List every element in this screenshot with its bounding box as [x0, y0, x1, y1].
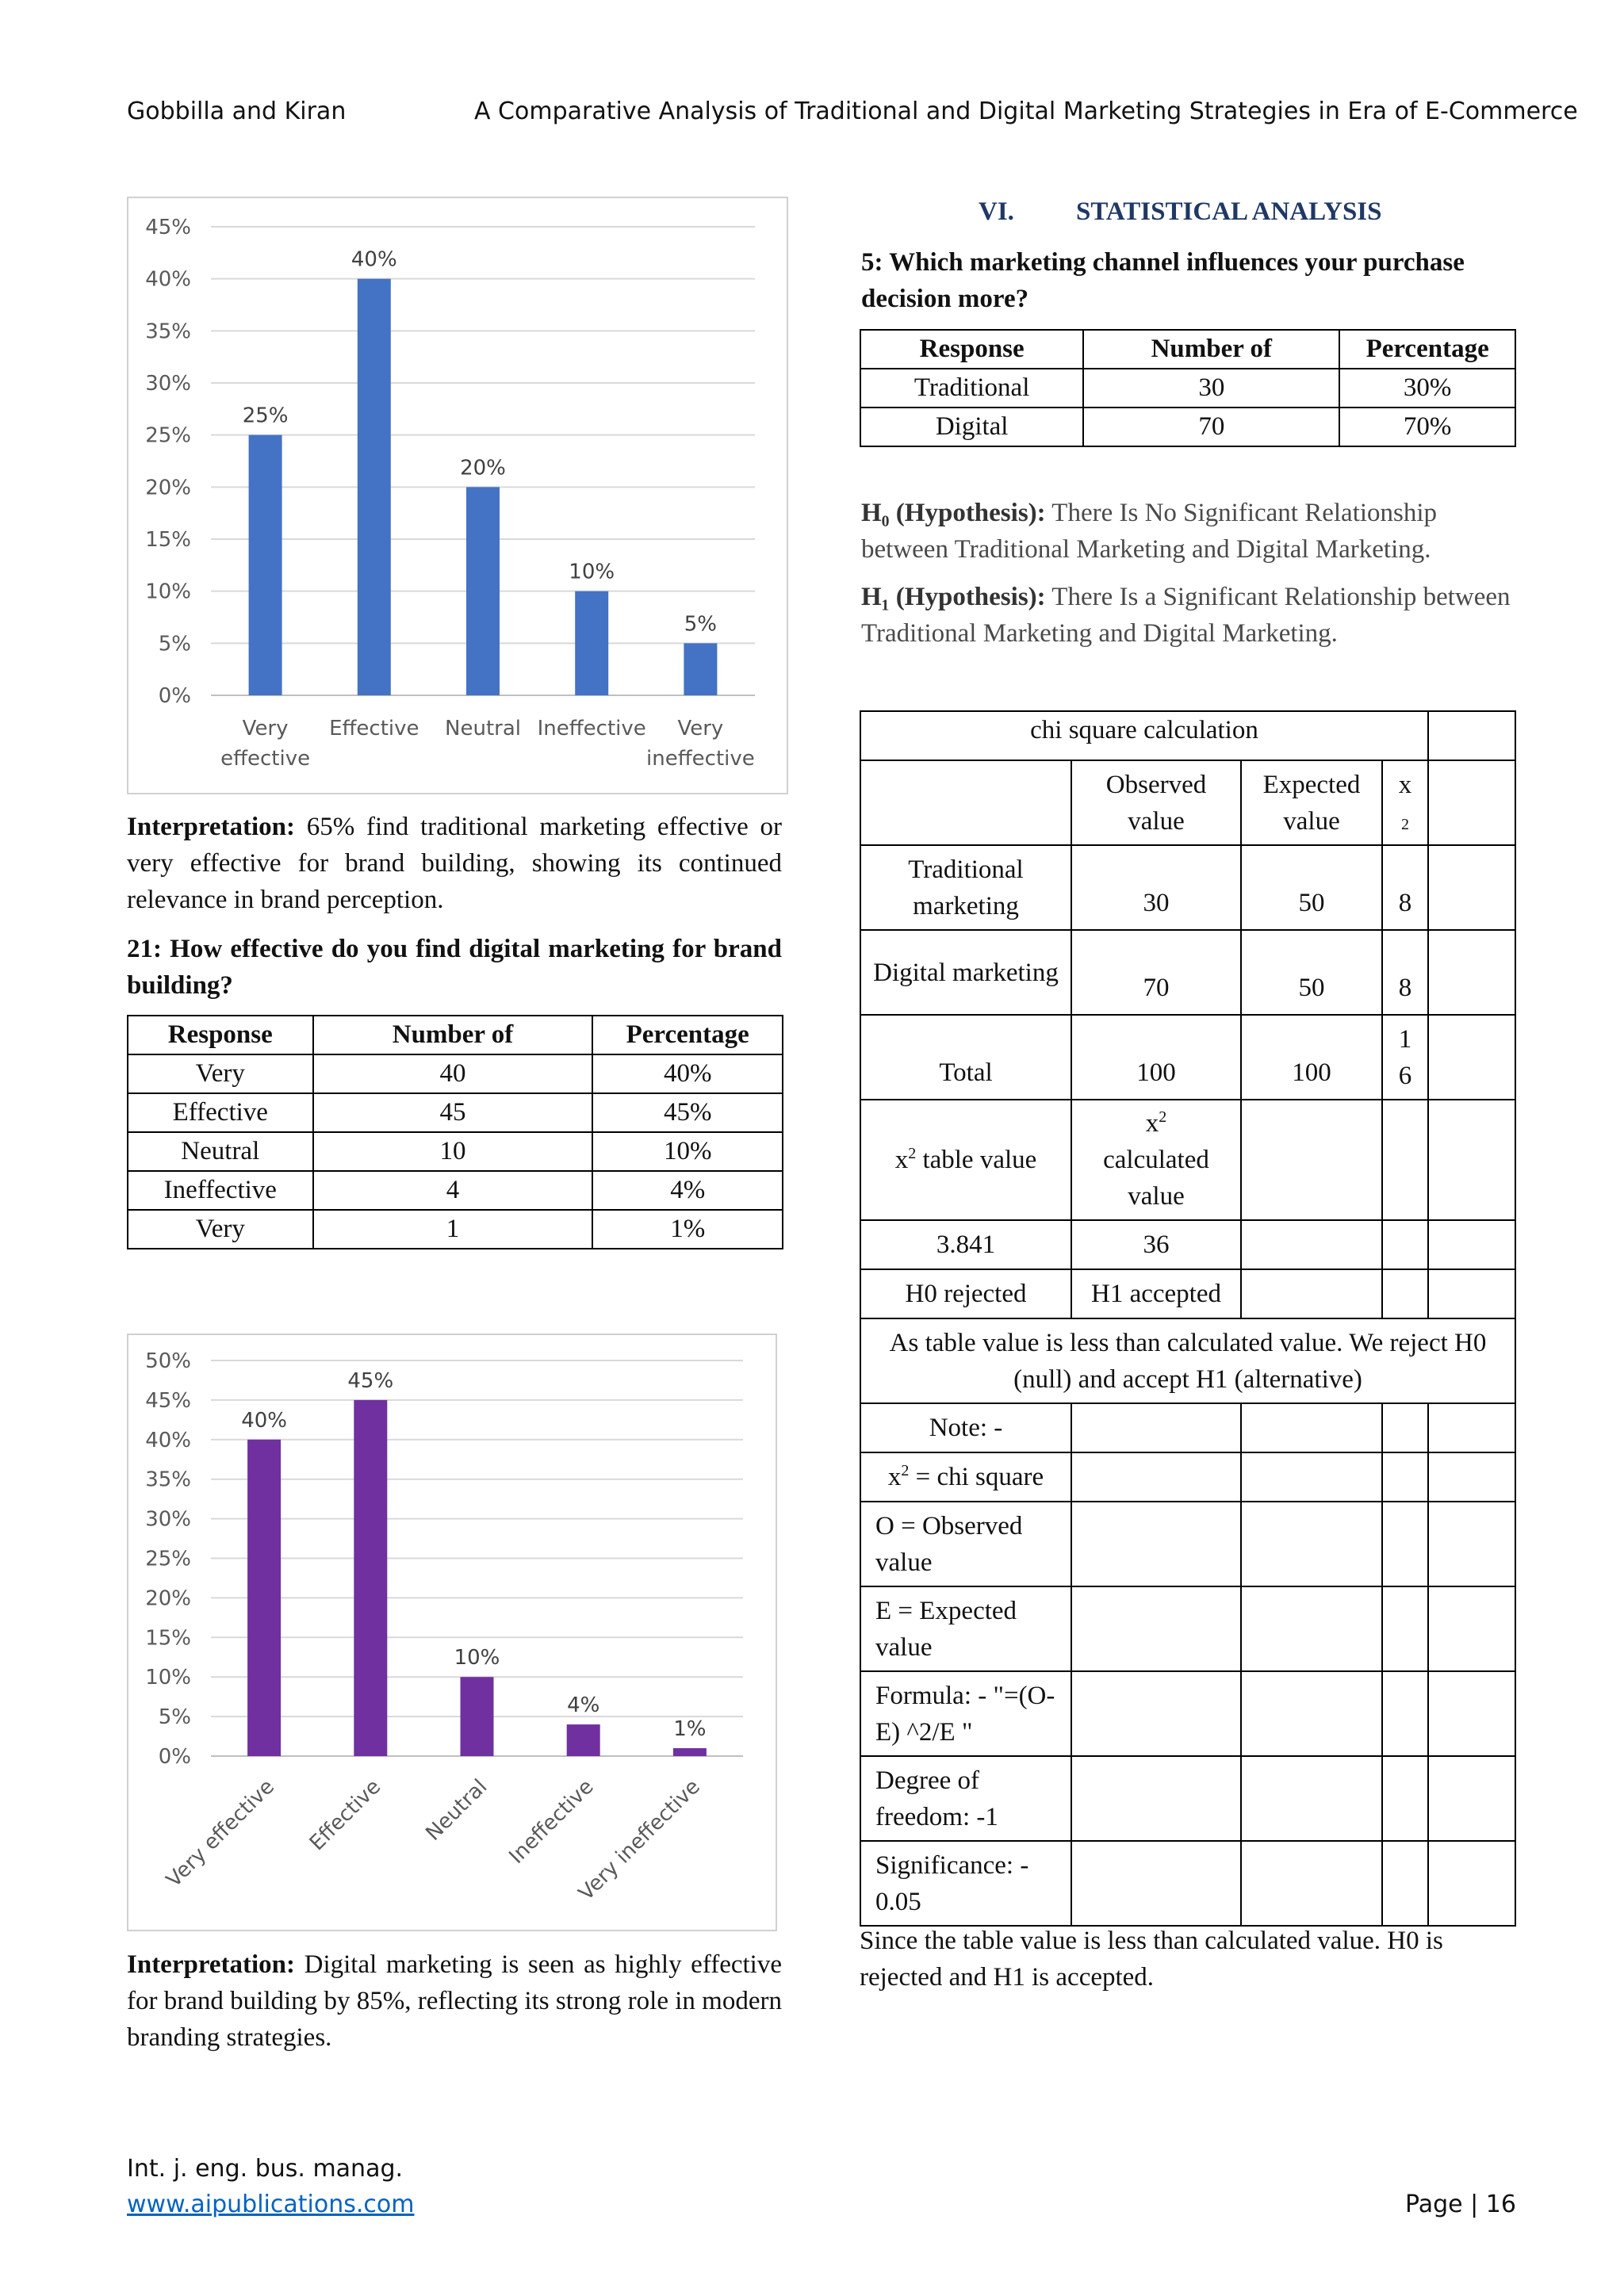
question-5-table — [860, 329, 1516, 447]
data-label: 40% — [241, 1408, 287, 1433]
data-label: 40% — [350, 247, 397, 272]
table-row — [860, 1100, 1515, 1220]
total-x2-digit: 1 — [1398, 1024, 1412, 1054]
null-hypothesis-text: There Is No Significant Relationship between Traditional Marketing and Digital Marketing. — [861, 499, 1438, 564]
table-row — [860, 1502, 1515, 1586]
expected-header: Expected value — [1241, 760, 1382, 845]
table-row — [860, 1841, 1515, 1926]
y-tick-label: 20% — [145, 476, 191, 500]
row-label: Traditional marketing — [860, 845, 1071, 930]
significance-cell: Significance: - 0.05 — [860, 1841, 1071, 1926]
table-header-cell: Number of — [1083, 330, 1339, 369]
bar — [249, 435, 282, 695]
table-cell: 4% — [592, 1171, 783, 1210]
superscript: 2 — [901, 1462, 910, 1479]
table-cell — [1428, 845, 1515, 930]
table-cell — [1382, 1269, 1428, 1318]
table-cell — [1071, 1841, 1241, 1926]
footer-page-number: Page | 16 — [1405, 2191, 1516, 2218]
x2-header-x: x — [1398, 770, 1412, 799]
table-cell — [1241, 1586, 1382, 1671]
table-cell — [860, 760, 1071, 845]
y-tick-label: 10% — [145, 1666, 191, 1690]
table-cell — [1382, 1015, 1428, 1100]
x2-table-value-label — [860, 1100, 1071, 1220]
interpretation-1-label: Interpretation: — [127, 813, 296, 841]
table-cell: 100 — [1071, 1015, 1241, 1100]
x-tick-label: Ineffective — [504, 1774, 599, 1869]
table-cell: 50 — [1241, 845, 1382, 930]
table-cell — [1428, 1220, 1515, 1269]
null-hypothesis — [861, 495, 1519, 568]
table-cell — [1241, 1756, 1382, 1841]
table-row — [128, 1054, 783, 1093]
table-cell — [1428, 1841, 1515, 1926]
table-cell — [1071, 1671, 1241, 1756]
table-row — [860, 1403, 1515, 1452]
table-cell — [1428, 930, 1515, 1015]
superscript: 2 — [1159, 1108, 1167, 1126]
table-cell — [1382, 1756, 1428, 1841]
note-cell: Note: - — [860, 1403, 1071, 1452]
x-tick-label: Neutral — [445, 717, 521, 740]
digital-effectiveness-chart — [127, 1334, 777, 1931]
interpretation-1 — [127, 809, 782, 918]
table-value: 3.841 — [860, 1220, 1071, 1269]
observed-header: Observed value — [1071, 760, 1241, 845]
label-text: table value — [916, 1146, 1037, 1174]
table-cell — [1241, 1100, 1382, 1220]
table-cell: Very — [128, 1054, 313, 1093]
observed-definition: O = Observed value — [860, 1502, 1071, 1586]
table-cell: 8 — [1382, 930, 1428, 1015]
interpretation-1-text: 65% find traditional marketing effective or very effective for brand building, showing its continued relevance in brand perception. — [127, 813, 782, 914]
table-row — [860, 369, 1515, 408]
y-tick-label: 15% — [145, 528, 191, 552]
x-tick-label: effective — [220, 747, 311, 771]
x2-calculated-label — [1071, 1100, 1241, 1220]
y-tick-label: 45% — [145, 1388, 191, 1413]
table-cell — [1382, 1586, 1428, 1671]
table-cell — [1071, 1586, 1241, 1671]
data-label: 45% — [347, 1368, 394, 1393]
y-tick-label: 25% — [145, 423, 191, 448]
x-tick-label: Ineffective — [537, 717, 646, 740]
total-label: Total — [860, 1015, 1071, 1100]
formula-cell: Formula: - "=(O-E) ^2/E " — [860, 1671, 1071, 1756]
table-cell — [1241, 1452, 1382, 1502]
table-header-cell: Response — [860, 330, 1083, 369]
bar — [358, 279, 391, 695]
x-tick-label: Very ineffective — [574, 1774, 705, 1906]
table-cell — [1071, 1502, 1241, 1586]
alt-hypothesis-label: H₁ (Hypothesis): — [861, 583, 1046, 611]
table-cell: Neutral — [128, 1132, 313, 1171]
table-cell — [1428, 1671, 1515, 1756]
chi-square-table — [860, 710, 1516, 1927]
table-row — [860, 1269, 1515, 1318]
bar — [461, 1677, 494, 1756]
table-header-row — [860, 330, 1515, 369]
table-cell: 70% — [1339, 408, 1515, 446]
table-cell: 100 — [1241, 1015, 1382, 1100]
table-row — [860, 1318, 1515, 1403]
section-number: VI. — [979, 197, 1014, 226]
chi-title-row — [860, 711, 1515, 760]
y-tick-label: 40% — [145, 1428, 191, 1452]
bar — [247, 1440, 281, 1756]
table-cell: 30 — [1071, 845, 1241, 930]
x2-definition — [860, 1452, 1071, 1502]
table-header-cell: Response — [128, 1016, 313, 1054]
x-tick-label: Very — [242, 717, 289, 740]
table-cell — [1241, 1403, 1382, 1452]
table-cell — [1428, 711, 1515, 760]
data-label: 5% — [684, 612, 718, 637]
table-header-cell: Percentage — [1339, 330, 1515, 369]
question-21-heading: 21: How effective do you find digital marketing for brand building? — [127, 935, 782, 1000]
h0-result: H0 rejected — [860, 1269, 1071, 1318]
data-label: 25% — [242, 404, 289, 428]
table-cell: Digital — [860, 408, 1083, 446]
y-tick-label: 30% — [145, 372, 191, 396]
calculated-value: 36 — [1071, 1220, 1241, 1269]
alt-hypothesis-text: There Is a Significant Relationship between Traditional Marketing and Digital Marketing. — [861, 583, 1511, 648]
bar — [575, 591, 608, 695]
interpretation-2-text: Digital marketing is seen as highly effective for brand building by 85%, reflecting its strong role in modern branding strategies. — [127, 1950, 782, 2052]
table-cell: 10 — [313, 1132, 593, 1171]
y-tick-label: 0% — [158, 684, 191, 708]
table-cell — [1382, 1452, 1428, 1502]
table-row — [128, 1171, 783, 1210]
table-cell — [1241, 1220, 1382, 1269]
table-cell — [1241, 1269, 1382, 1318]
data-label: 10% — [569, 560, 615, 584]
table-cell: Ineffective — [128, 1171, 313, 1210]
table-cell — [1428, 1502, 1515, 1586]
table-cell: 40% — [592, 1054, 783, 1093]
table-cell: 4 — [313, 1171, 593, 1210]
traditional-effectiveness-chart — [127, 197, 788, 794]
table-header-cell: Number of — [313, 1016, 593, 1054]
running-header-authors: Gobbilla and Kiran — [127, 98, 347, 125]
table-row — [860, 930, 1515, 1015]
footer-journal: Int. j. eng. bus. manag. — [127, 2155, 404, 2183]
total-row — [860, 1015, 1515, 1100]
total-x2-digit: 6 — [1398, 1061, 1412, 1090]
y-tick-label: 30% — [145, 1507, 191, 1532]
bar — [684, 643, 717, 695]
conclusion-cell: As table value is less than calculated value. We reject H0 (null) and accept H1 (alternative) — [860, 1318, 1515, 1403]
null-hypothesis-label: H₀ (Hypothesis): — [861, 499, 1046, 527]
table-row — [860, 1220, 1515, 1269]
question-5-heading: 5: Which marketing channel influences your purchase decision more? — [861, 248, 1465, 313]
table-header-row — [128, 1016, 783, 1054]
chi-header-row — [860, 760, 1515, 845]
bar — [354, 1400, 387, 1756]
chart1-svg — [128, 198, 787, 793]
section-title: STATISTICAL ANALYSIS — [1076, 197, 1382, 226]
chi-title: chi square calculation — [860, 711, 1428, 760]
x2-header-sub: 2 — [1401, 815, 1409, 833]
table-header-cell: Percentage — [592, 1016, 783, 1054]
x-tick-label: Very effective — [162, 1774, 280, 1892]
table-cell — [1071, 1403, 1241, 1452]
degree-of-freedom-cell: Degree of freedom: -1 — [860, 1756, 1071, 1841]
x-tick-label: Effective — [329, 717, 419, 740]
y-tick-label: 25% — [145, 1547, 191, 1571]
interpretation-2 — [127, 1946, 782, 2056]
table-cell: 10% — [592, 1132, 783, 1171]
bar — [466, 487, 500, 695]
table-cell — [1241, 1841, 1382, 1926]
y-tick-label: 35% — [145, 320, 191, 344]
table-cell: 70 — [1071, 930, 1241, 1015]
closing-statement: Since the table value is less than calculated value. H0 is rejected and H1 is accepted. — [860, 1927, 1443, 1992]
table-cell: 45 — [313, 1093, 593, 1132]
data-label: 4% — [567, 1693, 600, 1718]
table-cell: 70 — [1083, 408, 1339, 446]
table-row — [128, 1093, 783, 1132]
table-cell — [1382, 1403, 1428, 1452]
x-tick-label: Effective — [304, 1774, 386, 1856]
table-cell — [1382, 1502, 1428, 1586]
y-tick-label: 0% — [158, 1745, 191, 1769]
label-text: = chi square — [909, 1463, 1044, 1491]
table-cell — [1241, 1502, 1382, 1586]
table-cell: Traditional — [860, 369, 1083, 408]
x-symbol: x — [887, 1463, 902, 1491]
table-cell: 40 — [313, 1054, 593, 1093]
y-tick-label: 15% — [145, 1626, 191, 1651]
alt-hypothesis — [861, 579, 1519, 652]
data-label: 10% — [454, 1646, 500, 1670]
table-cell — [1382, 1841, 1428, 1926]
table-row — [860, 845, 1515, 930]
expected-definition: E = Expected value — [860, 1586, 1071, 1671]
y-tick-label: 5% — [158, 1705, 191, 1730]
table-row — [128, 1132, 783, 1171]
table-cell — [1382, 1671, 1428, 1756]
table-row — [860, 408, 1515, 446]
table-cell — [1428, 1756, 1515, 1841]
bar — [673, 1748, 707, 1756]
table-row — [128, 1210, 783, 1249]
table-cell — [1071, 1452, 1241, 1502]
table-cell — [1382, 1100, 1428, 1220]
table-cell: 45% — [592, 1093, 783, 1132]
table-cell: 50 — [1241, 930, 1382, 1015]
x2-header — [1382, 760, 1428, 845]
superscript: 2 — [908, 1145, 917, 1162]
table-cell: Very — [128, 1210, 313, 1249]
table-cell — [1241, 1671, 1382, 1756]
y-tick-label: 40% — [145, 267, 191, 292]
running-header-title: A Comparative Analysis of Traditional and Digital Marketing Strategies in Era of E-Commerce — [474, 98, 1578, 125]
table-cell — [1428, 1015, 1515, 1100]
table-cell: 8 — [1382, 845, 1428, 930]
y-tick-label: 20% — [145, 1586, 191, 1611]
chart2-svg — [128, 1335, 776, 1930]
data-label: 20% — [460, 456, 506, 480]
table-cell — [1428, 1452, 1515, 1502]
table-cell — [1428, 1269, 1515, 1318]
x-symbol: x — [894, 1146, 909, 1174]
y-tick-label: 5% — [158, 632, 191, 656]
interpretation-2-label: Interpretation: — [127, 1950, 296, 1979]
table-cell — [1428, 760, 1515, 845]
table-cell: Effective — [128, 1093, 313, 1132]
table-row — [860, 1452, 1515, 1502]
table-cell — [1071, 1756, 1241, 1841]
label-text: calculated value — [1103, 1146, 1209, 1211]
table-cell — [1428, 1586, 1515, 1671]
table-cell: 30 — [1083, 369, 1339, 408]
table-row — [860, 1586, 1515, 1671]
table-row — [860, 1671, 1515, 1756]
y-tick-label: 45% — [145, 216, 191, 239]
table-cell — [1428, 1403, 1515, 1452]
x-tick-label: Very — [677, 717, 724, 740]
y-tick-label: 35% — [145, 1468, 191, 1492]
table-cell: 30% — [1339, 369, 1515, 408]
footer-url-link[interactable]: www.aipublications.com — [127, 2191, 415, 2218]
table-row — [860, 1756, 1515, 1841]
h1-result: H1 accepted — [1071, 1269, 1241, 1318]
table-cell: 1% — [592, 1210, 783, 1249]
y-tick-label: 50% — [145, 1349, 191, 1373]
table-cell — [1382, 1220, 1428, 1269]
question-21-table — [127, 1015, 783, 1249]
table-cell: 1 — [313, 1210, 593, 1249]
table-cell — [1428, 1100, 1515, 1220]
x-symbol: x — [1145, 1109, 1159, 1138]
x-tick-label: ineffective — [646, 747, 755, 771]
bar — [567, 1724, 600, 1756]
data-label: 1% — [673, 1717, 707, 1742]
row-label: Digital marketing — [860, 930, 1071, 1015]
x-tick-label: Neutral — [421, 1774, 492, 1846]
y-tick-label: 10% — [145, 580, 191, 604]
